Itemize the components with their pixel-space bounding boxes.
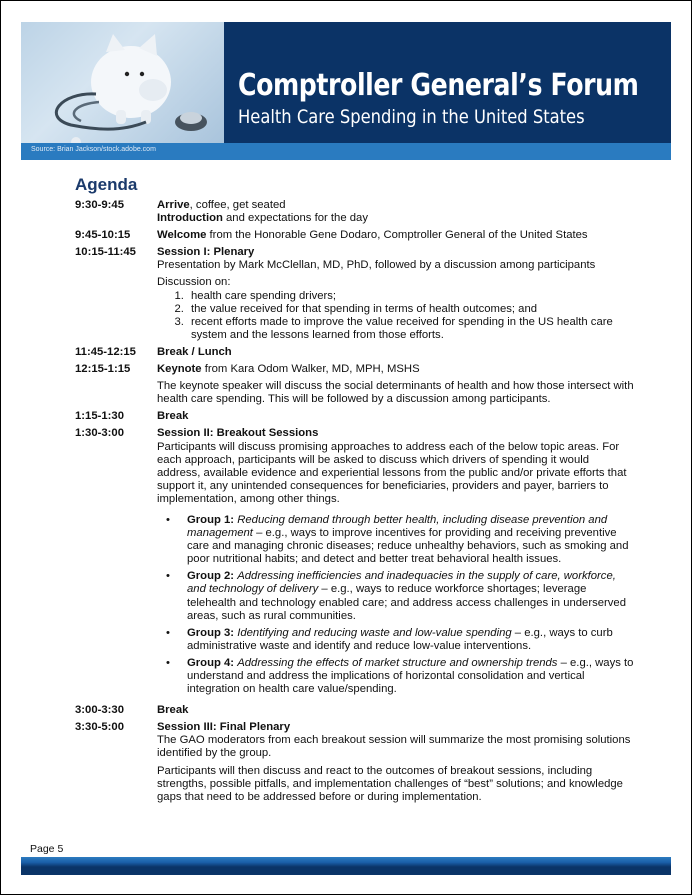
banner-photo [21, 22, 224, 143]
breakout-group [187, 627, 635, 653]
welcome-label: Welcome [157, 229, 207, 242]
agenda-description [157, 410, 635, 423]
banner-title-panel [224, 22, 671, 143]
agenda-description [157, 721, 635, 804]
agenda-description [157, 199, 635, 225]
agenda-row [75, 427, 635, 700]
group-detail: – e.g., ways to reduce workforce shortages; leverage telehealth and technology enabled care; and address access challenges in underserved areas, such as rural communities. [187, 583, 626, 622]
footer-bar [21, 857, 671, 875]
discussion-item: 2. the value received for that spending in terms of health outcomes; and [187, 303, 635, 316]
session-text: The GAO moderators from each breakout session will summarize the most promising solutions identified by the group. [157, 734, 631, 760]
arrive-label: Arrive [157, 199, 190, 211]
introduction-label: Introduction [157, 212, 223, 225]
group-detail: – e.g., ways to understand and address the implications of horizontal consolidation and vertical integration on health care value/spending. [187, 656, 634, 696]
group-detail: – e.g., ways to improve incentives for providing and receiving preventive care and managing chronic diseases; reduce unhealthy behaviors, such as smoking and poor nutritional habits; and detect and better treat behavioral health issues. [187, 527, 629, 566]
discussion-list [157, 290, 635, 342]
agenda-time: 11:45-12:15 [75, 345, 136, 358]
arrive-text: , coffee, get seated [189, 199, 286, 211]
agenda-heading: Agenda [75, 175, 138, 194]
agenda-time: 3:30-5:00 [75, 721, 124, 734]
piggy-bank-stethoscope-icon [21, 22, 224, 143]
group-label: Group 1: [187, 513, 235, 526]
group-label: Group 4: [187, 656, 235, 669]
breakout-group [187, 570, 635, 622]
agenda-description [157, 704, 635, 717]
agenda-description [157, 427, 635, 700]
agenda-time: 1:30-3:00 [75, 427, 124, 440]
group-label: Group 3: [187, 626, 235, 639]
agenda-row [75, 199, 635, 225]
group-detail: – e.g., ways to curb administrative waste and identify and reduce low-value interventions. [187, 626, 613, 652]
agenda-description [157, 229, 635, 242]
session-text: Presentation by Mark McClellan, MD, PhD, followed by a discussion among participants [157, 259, 596, 272]
group-topic: Reducing demand through better health, including disease prevention and management [187, 513, 608, 540]
session-title: Break [157, 410, 189, 423]
agenda-row [75, 363, 635, 406]
agenda-row [75, 721, 635, 804]
agenda-row [75, 229, 635, 242]
session-title: Session III: Final Plenary [157, 721, 291, 734]
agenda-time: 12:15-1:15 [75, 363, 131, 376]
header-banner [21, 22, 671, 160]
agenda-description [157, 346, 635, 359]
session-title: Session II: Breakout Sessions [157, 427, 319, 440]
forum-title: Comptroller General’s Forum [238, 68, 639, 103]
keynote-label: Keynote [157, 363, 202, 376]
agenda-row [75, 704, 635, 717]
breakout-groups-list [157, 514, 635, 696]
group-label: Group 2: [187, 570, 235, 583]
agenda-time: 9:30-9:45 [75, 199, 124, 211]
agenda-row [75, 410, 635, 423]
session-title: Session I: Plenary [157, 246, 255, 259]
agenda-row [75, 346, 635, 359]
forum-subtitle: Health Care Spending in the United States [238, 106, 585, 128]
agenda-description [157, 246, 635, 342]
session-title: Break / Lunch [157, 345, 232, 358]
group-topic: Addressing inefficiencies and inadequacies in the supply of care, workforce, and technology of delivery [187, 570, 616, 596]
banner-strip [21, 143, 671, 160]
agenda-description [157, 363, 635, 406]
welcome-text: from the Honorable Gene Dodaro, Comptroller General of the United States [206, 229, 588, 242]
group-topic: Identifying and reducing waste and low-value spending [237, 626, 512, 639]
introduction-text: and expectations for the day [222, 212, 368, 225]
breakout-group [187, 514, 635, 566]
page-number: Page 5 [30, 843, 64, 855]
agenda-row [75, 246, 635, 342]
agenda-table [75, 199, 635, 808]
session-title: Break [157, 704, 189, 717]
agenda-time: 9:45-10:15 [75, 229, 131, 242]
session-text: Participants will discuss promising approaches to address each of the below topic areas. For each approach, participants will be asked to discuss which drivers of spending it would address, available evidence and experiential lessons from the public and/or private efforts that support it, any unintended consequences for beneficiaries, providers and payer, barriers to implementation, among other things. [157, 440, 627, 505]
discussion-label: Discussion on: [157, 276, 231, 289]
session-text: Participants will then discuss and react to the outcomes of breakout sessions, including strengths, possible pitfalls, and implementation challenges of “best” solutions; and knowledge gaps that need to be addressed before or during implementation. [157, 764, 623, 803]
discussion-item: 3. recent efforts made to improve the value received for spending in the US health care system and the lessons learned from those efforts. [187, 316, 635, 342]
session-text: The keynote speaker will discuss the social determinants of health and how those intersect with health care spending. This will be followed by a discussion among participants. [157, 380, 634, 406]
group-topic: Addressing the effects of market structure and ownership trends [237, 656, 558, 669]
keynote-speaker: from Kara Odom Walker, MD, MPH, MSHS [201, 363, 420, 376]
agenda-time: 3:00-3:30 [75, 704, 124, 717]
photo-credit: Source: Brian Jackson/stock.adobe.com [31, 146, 156, 153]
breakout-group [187, 657, 635, 696]
agenda-time: 1:15-1:30 [75, 410, 124, 423]
discussion-item: 1. health care spending drivers; [187, 290, 635, 303]
agenda-time: 10:15-11:45 [75, 246, 136, 259]
